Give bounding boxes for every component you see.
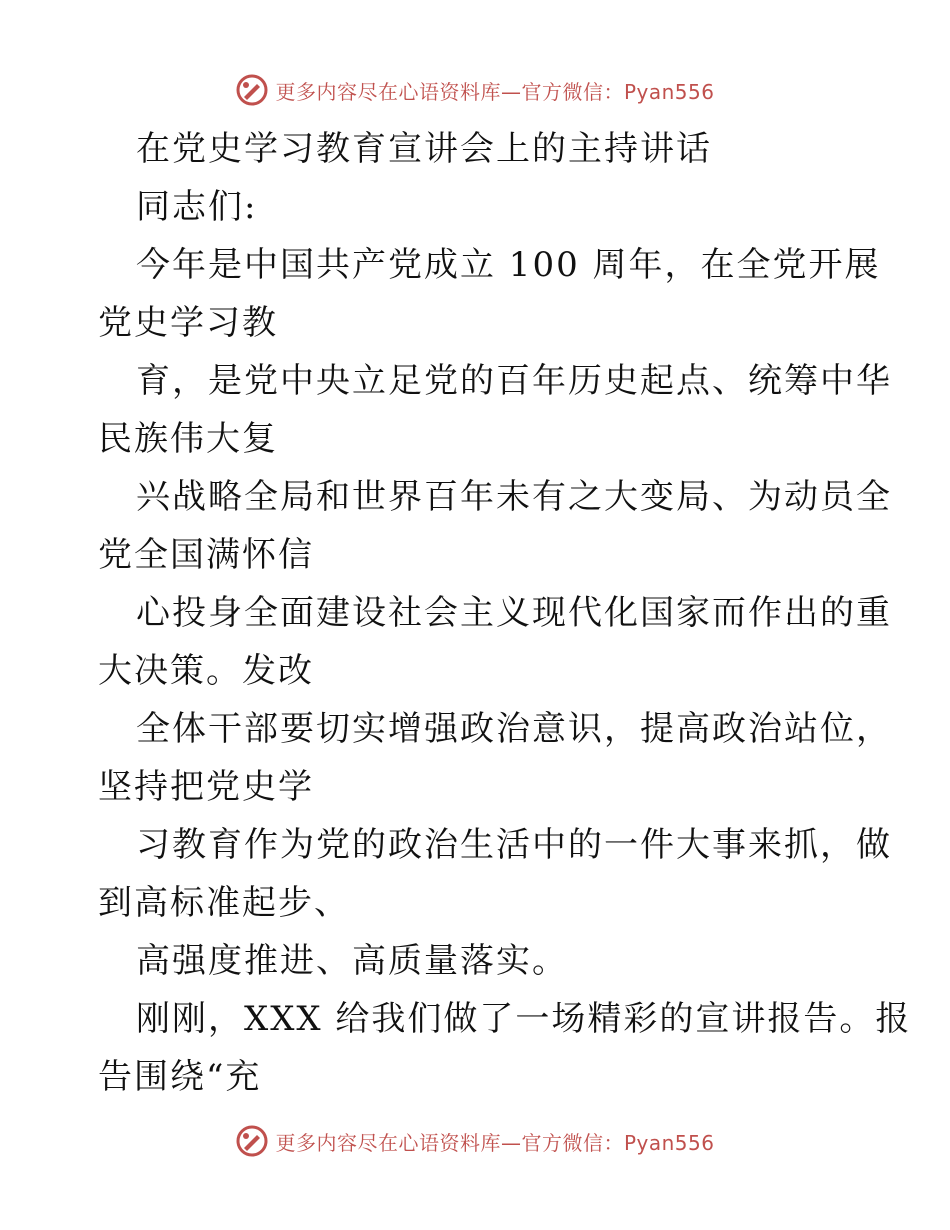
paragraph-line: 习教育作为党的政治生活中的一件大事来抓，做	[136, 825, 892, 865]
header-watermark-banner	[0, 70, 950, 110]
paragraph-line: 高强度推进、高质量落实。	[136, 941, 568, 981]
salutation: 同志们:	[136, 187, 258, 227]
paragraph-line: 告围绕“充	[98, 1057, 262, 1097]
paragraph-line: 育，是党中央立足党的百年历史起点、统筹中华	[136, 361, 892, 401]
paragraph-line: 今年是中国共产党成立 100 周年，在全党开展	[136, 245, 881, 285]
paragraph-line: 到高标准起步、	[98, 883, 350, 923]
header-banner-text: 更多内容尽在心语资料库—官方微信：Pyan556	[275, 79, 715, 104]
pen-logo-icon	[235, 1124, 269, 1158]
paragraph-line: 党全国满怀信	[98, 535, 314, 575]
pen-logo-icon	[235, 73, 269, 107]
paragraph-line: 兴战略全局和世界百年未有之大变局、为动员全	[136, 477, 892, 517]
paragraph-line: 刚刚，XXX 给我们做了一场精彩的宣讲报告。报	[136, 999, 912, 1039]
paragraph-line: 大决策。发改	[98, 651, 314, 691]
document-body	[98, 120, 912, 1106]
footer-banner-text: 更多内容尽在心语资料库—官方微信：Pyan556	[275, 1130, 715, 1155]
paragraph-line: 坚持把党史学	[98, 767, 314, 807]
paragraph-line: 全体干部要切实增强政治意识，提高政治站位，	[136, 709, 892, 749]
footer-watermark-banner	[0, 1121, 950, 1161]
document-title: 在党史学习教育宣讲会上的主持讲话	[136, 129, 712, 169]
paragraph-line: 党史学习教	[98, 303, 278, 343]
paragraph-line: 心投身全面建设社会主义现代化国家而作出的重	[136, 593, 892, 633]
paragraph-line: 民族伟大复	[98, 419, 278, 459]
